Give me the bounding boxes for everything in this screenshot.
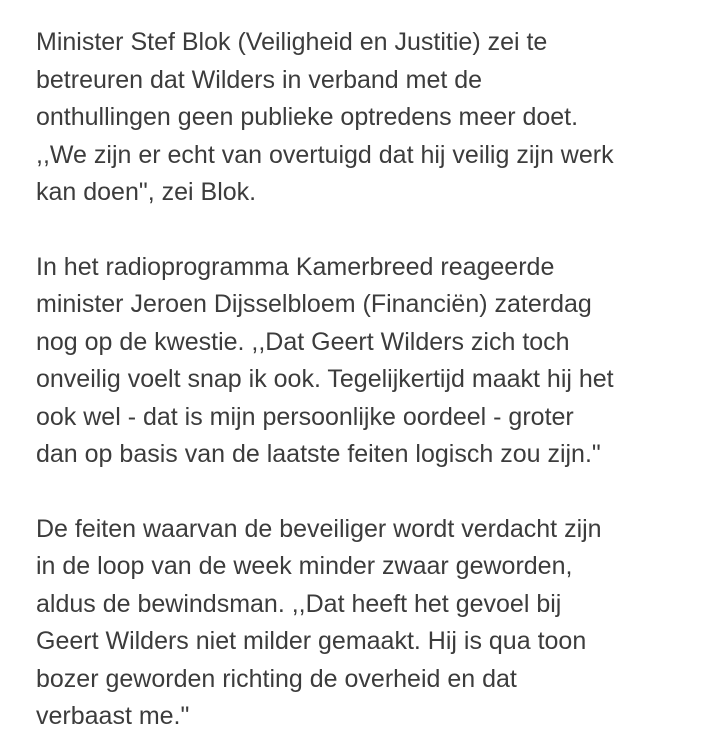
paragraph-line: in de loop van de week minder zwaar geworden,	[36, 552, 573, 580]
paragraph-3	[36, 511, 686, 736]
paragraph-line: onveilig voelt snap ik ook. Tegelijkertijd maakt hij het	[36, 365, 614, 393]
paragraph-line: verbaast me."	[36, 702, 190, 730]
paragraph-line: minister Jeroen Dijsselbloem (Financiën) zaterdag	[36, 290, 592, 318]
paragraph-line: aldus de bewindsman. ,,Dat heeft het gevoel bij	[36, 589, 562, 618]
paragraph-line: ook wel - dat is mijn persoonlijke oordeel - groter	[36, 402, 574, 431]
paragraph-line: Minister Stef Blok (Veiligheid en Justitie) zei te	[36, 28, 548, 56]
paragraph-line: ,,We zijn er echt van overtuigd dat hij veilig zijn werk	[36, 140, 614, 169]
paragraph-line: dan op basis van de laatste feiten logisch zou zijn."	[36, 440, 601, 468]
paragraph-line: nog op de kwestie. ,,Dat Geert Wilders zich toch	[36, 327, 570, 356]
paragraph-line: bozer geworden richting de overheid en dat	[36, 664, 517, 693]
paragraph-line: Geert Wilders niet milder gemaakt. Hij is qua toon	[36, 627, 587, 655]
paragraph-line: kan doen", zei Blok.	[36, 178, 257, 206]
paragraph-line: In het radioprogramma Kamerbreed reageerde	[36, 252, 555, 281]
paragraph-line: onthullingen geen publieke optredens meer doet.	[36, 103, 579, 131]
paragraph-line: De feiten waarvan de beveiliger wordt verdacht zijn	[36, 514, 602, 543]
paragraph-1	[36, 24, 686, 212]
paragraph-2	[36, 249, 686, 474]
paragraph-line: betreuren dat Wilders in verband met de	[36, 65, 483, 94]
